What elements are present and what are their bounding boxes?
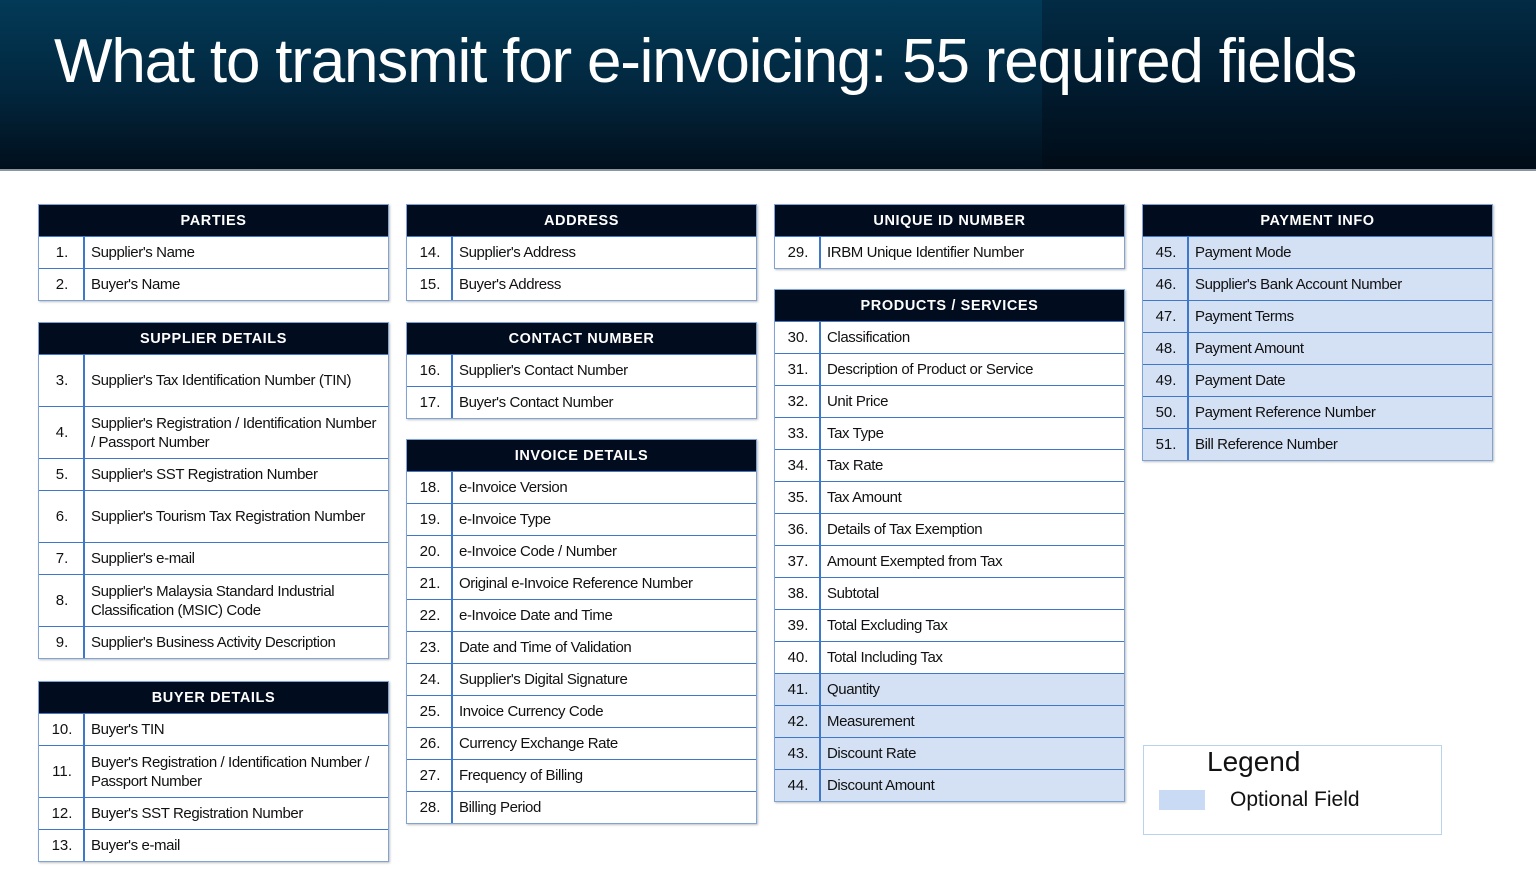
field-number: 38. bbox=[775, 578, 821, 609]
field-row bbox=[407, 268, 756, 300]
field-number: 21. bbox=[407, 568, 453, 599]
field-label: Classification bbox=[827, 329, 910, 346]
field-label: Buyer's Name bbox=[91, 276, 180, 293]
section-header: SUPPLIER DETAILS bbox=[39, 323, 388, 354]
field-label: Total Excluding Tax bbox=[827, 617, 948, 634]
field-label: Invoice Currency Code bbox=[459, 703, 604, 720]
field-label: Original e-Invoice Reference Number bbox=[459, 575, 693, 592]
field-number: 47. bbox=[1143, 301, 1189, 332]
field-label: IRBM Unique Identifier Number bbox=[827, 244, 1024, 261]
field-row bbox=[775, 577, 1124, 609]
field-number: 29. bbox=[775, 237, 821, 268]
field-label: Payment Date bbox=[1195, 372, 1286, 389]
field-label: Frequency of Billing bbox=[459, 767, 583, 784]
field-number: 49. bbox=[1143, 365, 1189, 396]
field-number: 35. bbox=[775, 482, 821, 513]
field-row bbox=[407, 567, 756, 599]
section-unique-id-number bbox=[774, 204, 1125, 269]
section-header: CONTACT NUMBER bbox=[407, 323, 756, 354]
field-label: e-Invoice Version bbox=[459, 479, 568, 496]
field-number: 33. bbox=[775, 418, 821, 449]
section-rows bbox=[775, 321, 1124, 801]
field-label: Unit Price bbox=[827, 393, 889, 410]
section-invoice-details bbox=[406, 439, 757, 824]
field-row bbox=[775, 417, 1124, 449]
field-label: Supplier's SST Registration Number bbox=[91, 466, 318, 483]
field-row bbox=[407, 759, 756, 791]
field-row bbox=[39, 797, 388, 829]
optional-field-swatch bbox=[1159, 790, 1205, 810]
field-number: 37. bbox=[775, 546, 821, 577]
section-rows bbox=[407, 471, 756, 823]
field-row bbox=[39, 713, 388, 745]
field-label: Buyer's Registration / Identification Number / Passport Number bbox=[91, 753, 369, 790]
field-row bbox=[775, 737, 1124, 769]
field-row bbox=[775, 449, 1124, 481]
field-row bbox=[407, 354, 756, 386]
field-label: Supplier's Malaysia Standard Industrial Classification (MSIC) Code bbox=[91, 582, 335, 619]
field-label: Payment Reference Number bbox=[1195, 404, 1376, 421]
field-number: 50. bbox=[1143, 397, 1189, 428]
field-label: Discount Amount bbox=[827, 777, 935, 794]
field-row bbox=[1143, 396, 1492, 428]
field-number: 12. bbox=[39, 798, 85, 829]
field-number: 1. bbox=[39, 237, 85, 268]
field-row bbox=[1143, 428, 1492, 460]
field-label: Description of Product or Service bbox=[827, 361, 1034, 378]
field-number: 6. bbox=[39, 491, 85, 542]
field-row bbox=[775, 705, 1124, 737]
field-row bbox=[1143, 268, 1492, 300]
field-row bbox=[1143, 364, 1492, 396]
title-banner bbox=[0, 0, 1536, 171]
field-row bbox=[775, 481, 1124, 513]
field-number: 8. bbox=[39, 575, 85, 626]
field-number: 20. bbox=[407, 536, 453, 567]
field-number: 15. bbox=[407, 269, 453, 300]
field-row bbox=[39, 829, 388, 861]
field-number: 43. bbox=[775, 738, 821, 769]
field-label: e-Invoice Code / Number bbox=[459, 543, 617, 560]
field-number: 16. bbox=[407, 355, 453, 386]
section-supplier-details bbox=[38, 322, 389, 659]
page-title: What to transmit for e-invoicing: 55 required fields bbox=[54, 27, 1357, 96]
field-number: 48. bbox=[1143, 333, 1189, 364]
field-row bbox=[775, 236, 1124, 268]
section-rows bbox=[1143, 236, 1492, 460]
section-header: UNIQUE ID NUMBER bbox=[775, 205, 1124, 236]
field-number: 11. bbox=[39, 746, 85, 797]
field-row bbox=[407, 791, 756, 823]
field-row bbox=[1143, 332, 1492, 364]
field-label: Supplier's Bank Account Number bbox=[1195, 276, 1402, 293]
legend bbox=[1143, 745, 1442, 835]
field-row bbox=[39, 236, 388, 268]
field-row bbox=[39, 745, 388, 797]
field-label: Supplier's Tourism Tax Registration Number bbox=[91, 508, 365, 525]
field-number: 46. bbox=[1143, 269, 1189, 300]
field-row bbox=[407, 663, 756, 695]
field-number: 32. bbox=[775, 386, 821, 417]
field-label: Buyer's SST Registration Number bbox=[91, 805, 303, 822]
field-number: 30. bbox=[775, 322, 821, 353]
field-label: Supplier's Name bbox=[91, 244, 195, 261]
field-label: Supplier's Tax Identification Number (TIN) bbox=[91, 372, 352, 389]
field-label: Buyer's TIN bbox=[91, 721, 165, 738]
field-label: Supplier's Contact Number bbox=[459, 362, 628, 379]
field-row bbox=[775, 385, 1124, 417]
field-label: Supplier's Digital Signature bbox=[459, 671, 628, 688]
field-number: 22. bbox=[407, 600, 453, 631]
field-number: 14. bbox=[407, 237, 453, 268]
section-payment-info bbox=[1142, 204, 1493, 461]
field-row bbox=[407, 503, 756, 535]
section-products-services bbox=[774, 289, 1125, 802]
field-label: e-Invoice Type bbox=[459, 511, 551, 528]
field-number: 27. bbox=[407, 760, 453, 791]
field-number: 9. bbox=[39, 627, 85, 658]
field-number: 39. bbox=[775, 610, 821, 641]
section-header: ADDRESS bbox=[407, 205, 756, 236]
field-label: Supplier's e-mail bbox=[91, 550, 195, 567]
field-label: Tax Type bbox=[827, 425, 884, 442]
field-row bbox=[775, 673, 1124, 705]
field-row bbox=[775, 769, 1124, 801]
field-number: 10. bbox=[39, 714, 85, 745]
field-row bbox=[775, 353, 1124, 385]
field-label: Amount Exempted from Tax bbox=[827, 553, 1003, 570]
field-row bbox=[407, 386, 756, 418]
field-number: 24. bbox=[407, 664, 453, 695]
field-row bbox=[775, 609, 1124, 641]
field-number: 40. bbox=[775, 642, 821, 673]
field-number: 7. bbox=[39, 543, 85, 574]
section-header: INVOICE DETAILS bbox=[407, 440, 756, 471]
field-number: 41. bbox=[775, 674, 821, 705]
section-buyer-details bbox=[38, 681, 389, 862]
field-label: Bill Reference Number bbox=[1195, 436, 1338, 453]
field-row bbox=[1143, 300, 1492, 332]
section-parties bbox=[38, 204, 389, 301]
field-row bbox=[39, 626, 388, 658]
field-number: 51. bbox=[1143, 429, 1189, 460]
field-row bbox=[39, 574, 388, 626]
field-label: Payment Terms bbox=[1195, 308, 1294, 325]
section-contact-number bbox=[406, 322, 757, 419]
field-number: 3. bbox=[39, 355, 85, 406]
field-row bbox=[407, 471, 756, 503]
field-row bbox=[39, 406, 388, 458]
field-row bbox=[775, 545, 1124, 577]
section-rows bbox=[39, 354, 388, 658]
field-number: 17. bbox=[407, 387, 453, 418]
field-number: 25. bbox=[407, 696, 453, 727]
field-number: 2. bbox=[39, 269, 85, 300]
field-number: 5. bbox=[39, 459, 85, 490]
field-number: 4. bbox=[39, 407, 85, 458]
field-row bbox=[407, 695, 756, 727]
section-address bbox=[406, 204, 757, 301]
field-row bbox=[407, 631, 756, 663]
section-rows bbox=[775, 236, 1124, 268]
section-header: PARTIES bbox=[39, 205, 388, 236]
field-row bbox=[407, 727, 756, 759]
field-row bbox=[775, 513, 1124, 545]
field-number: 19. bbox=[407, 504, 453, 535]
field-row bbox=[39, 458, 388, 490]
section-rows bbox=[39, 236, 388, 300]
field-label: Buyer's Contact Number bbox=[459, 394, 614, 411]
field-label: Subtotal bbox=[827, 585, 879, 602]
field-label: Supplier's Registration / Identification Number / Passport Number bbox=[91, 414, 377, 451]
field-label: Quantity bbox=[827, 681, 880, 698]
section-header: PRODUCTS / SERVICES bbox=[775, 290, 1124, 321]
field-row bbox=[407, 535, 756, 567]
field-number: 18. bbox=[407, 472, 453, 503]
field-label: Total Including Tax bbox=[827, 649, 943, 666]
field-number: 42. bbox=[775, 706, 821, 737]
field-label: Supplier's Address bbox=[459, 244, 576, 261]
section-header: PAYMENT INFO bbox=[1143, 205, 1492, 236]
field-number: 13. bbox=[39, 830, 85, 861]
field-row bbox=[39, 268, 388, 300]
section-header: BUYER DETAILS bbox=[39, 682, 388, 713]
field-number: 23. bbox=[407, 632, 453, 663]
field-number: 34. bbox=[775, 450, 821, 481]
field-label: Payment Mode bbox=[1195, 244, 1292, 261]
field-row bbox=[407, 599, 756, 631]
field-label: Tax Amount bbox=[827, 489, 902, 506]
field-row bbox=[775, 641, 1124, 673]
field-row bbox=[39, 354, 388, 406]
section-rows bbox=[39, 713, 388, 861]
field-row bbox=[775, 321, 1124, 353]
legend-title: Legend bbox=[1207, 746, 1301, 777]
field-number: 26. bbox=[407, 728, 453, 759]
field-label: Measurement bbox=[827, 713, 915, 730]
legend-label-optional-field: Optional Field bbox=[1230, 788, 1360, 811]
field-row bbox=[39, 542, 388, 574]
field-number: 28. bbox=[407, 792, 453, 823]
field-label: Buyer's Address bbox=[459, 276, 561, 293]
field-number: 44. bbox=[775, 770, 821, 801]
field-label: Supplier's Business Activity Description bbox=[91, 634, 336, 651]
field-label: Date and Time of Validation bbox=[459, 639, 632, 656]
field-label: Currency Exchange Rate bbox=[459, 735, 618, 752]
field-label: Billing Period bbox=[459, 799, 541, 816]
field-number: 45. bbox=[1143, 237, 1189, 268]
field-number: 31. bbox=[775, 354, 821, 385]
field-row bbox=[407, 236, 756, 268]
field-row bbox=[39, 490, 388, 542]
field-row bbox=[1143, 236, 1492, 268]
section-rows bbox=[407, 236, 756, 300]
field-label: e-Invoice Date and Time bbox=[459, 607, 613, 624]
field-label: Tax Rate bbox=[827, 457, 883, 474]
field-label: Payment Amount bbox=[1195, 340, 1304, 357]
field-label: Discount Rate bbox=[827, 745, 917, 762]
field-number: 36. bbox=[775, 514, 821, 545]
field-label: Buyer's e-mail bbox=[91, 837, 180, 854]
field-label: Details of Tax Exemption bbox=[827, 521, 983, 538]
section-rows bbox=[407, 354, 756, 418]
